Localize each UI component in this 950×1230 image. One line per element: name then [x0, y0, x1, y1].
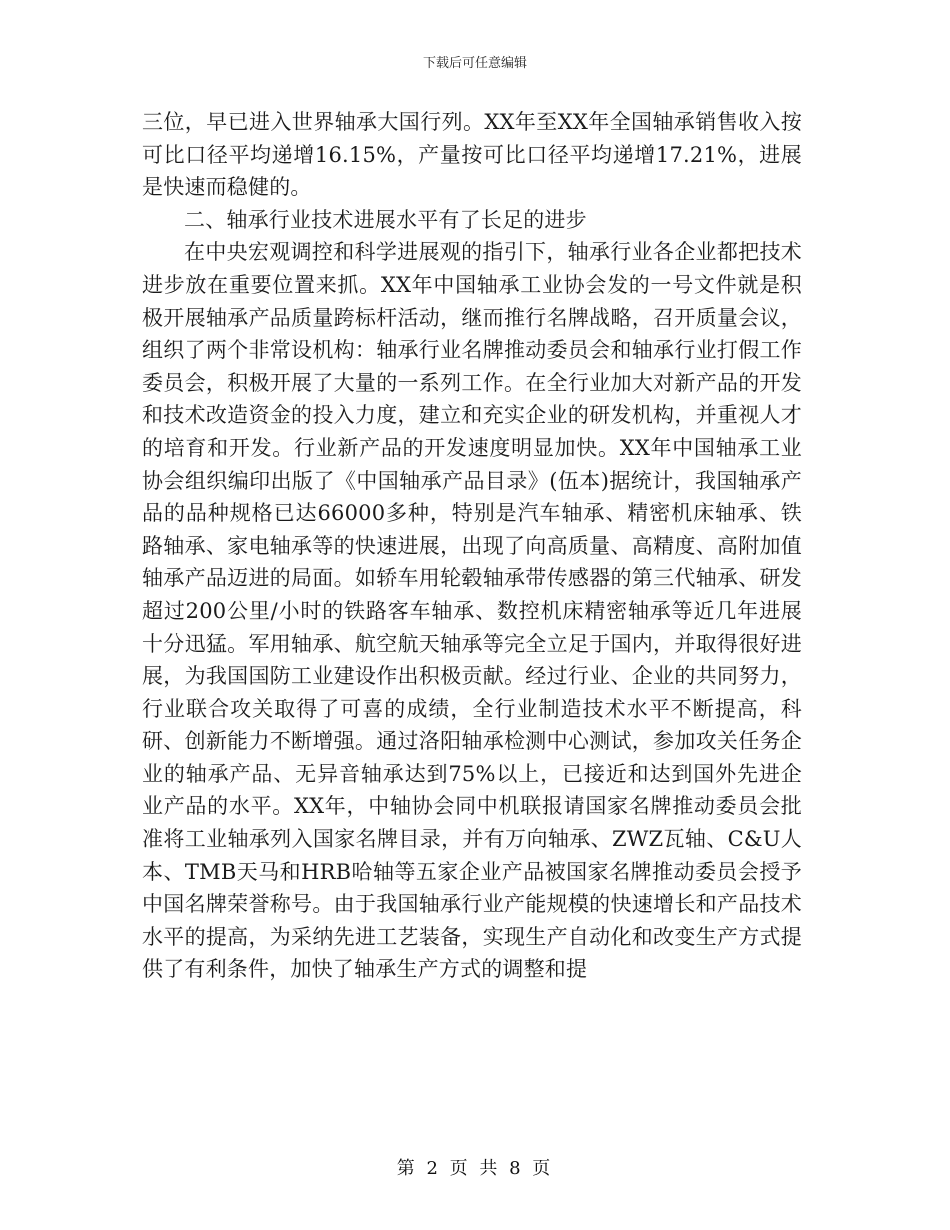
paragraph-technology-progress: 在中央宏观调控和科学进展观的指引下，轴承行业各企业都把技术进步放在重要位置来抓。XX年中国轴承工业协会发的一号文件就是积极开展轴承产品质量跨标杆活动，继而推行名牌战略，召开质量会议，组织了两个非常设机构：轴承行业名牌推动委员会和轴承行业打假工作委员会，积极开展了大量的一系列工作。在全行业加大对新产品的开发和技术改造资金的投入力度，建立和充实企业的研发机构，并重视人才的培育和开发。行业新产品的开发速度明显加快。XX年中国轴承工业协会组织编印出版了《中国轴承产品目录》(伍本)据统计，我国轴承产品的品种规格已达66000多种，特别是汽车轴承、精密机床轴承、铁路轴承、家电轴承等的快速进展，出现了向高质量、高精度、高附加值轴承产品迈进的局面。如轿车用轮毂轴承带传感器的第三代轴承、研发超过200公里/小时的铁路客车轴承、数控机床精密轴承等近几年进展十分迅猛。军用轴承、航空航天轴承等完全立足于国内，并取得很好进展，为我国国防工业建设作出积极贡献。经过行业、企业的共同努力，行业联合攻关取得了可喜的成绩，全行业制造技术水平不断提高，科研、创新能力不断增强。通过洛阳轴承检测中心测试，参加攻关任务企业的轴承产品、无异音轴承达到75%以上，已接近和达到国外先进企业产品的水平。XX年，中轴协会同中机联报请国家名牌推动委员会批准将工业轴承列入国家名牌目录，并有万向轴承、ZWZ瓦轴、C&U人本、TMB天马和HRB哈轴等五家企业产品被国家名牌推动委员会授予中国名牌荣誉称号。由于我国轴承行业产能规模的快速增长和产品技术水平的提高，为采纳先进工艺装备，实现生产自动化和改变生产方式提供了有利条件，加快了轴承生产方式的调整和提 [142, 240, 802, 982]
page-number: 第 2 页 共 8 页 [396, 1158, 554, 1179]
paragraph-continuation: 三位，早已进入世界轴承大国行列。XX年至XX年全国轴承销售收入按可比口径平均递增16.15%，产量按可比口径平均递增17.21%，进展是快速而稳健的。 [142, 110, 802, 200]
page-header: 下载后可任意编辑 [422, 56, 527, 71]
section-heading: 二、轴承行业技术进展水平有了长足的进步 [184, 207, 587, 232]
document-body [142, 106, 802, 986]
